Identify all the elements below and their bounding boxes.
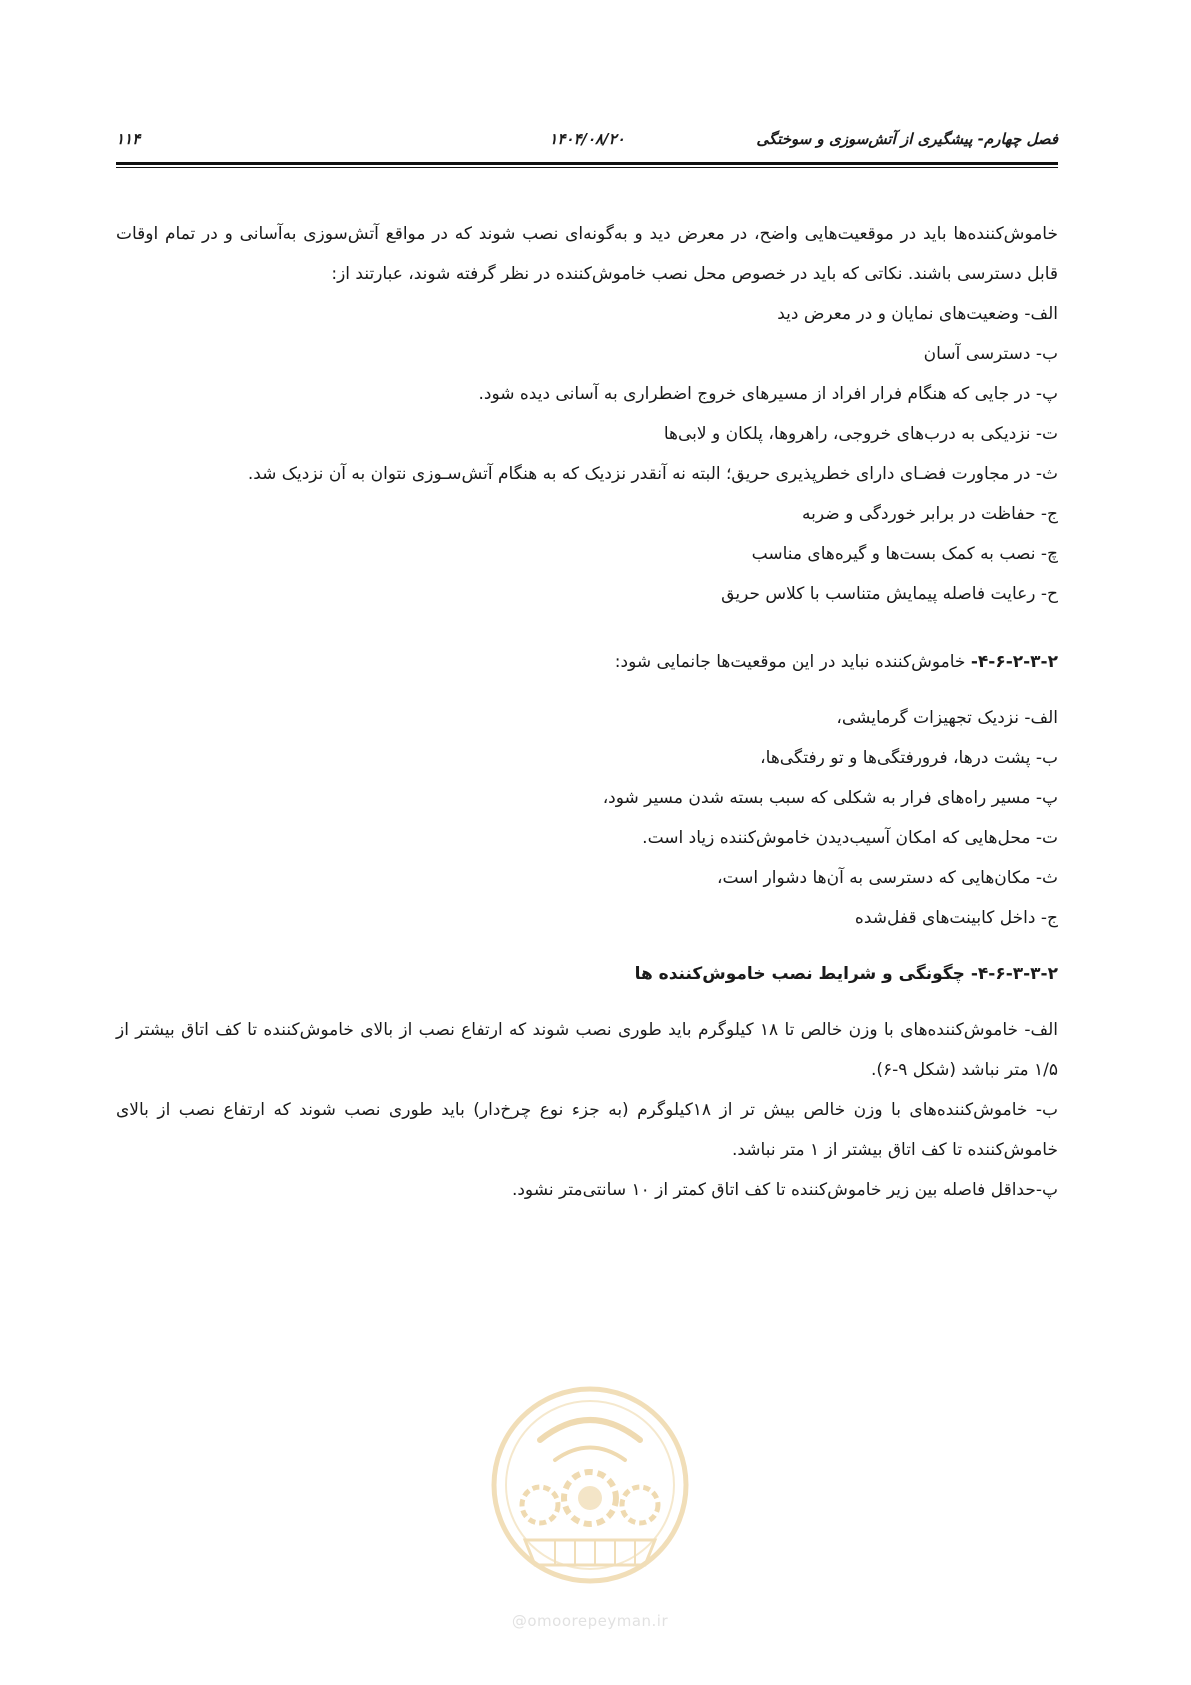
section-text: خاموش‌کننده نباید در این موقعیت‌ها جانمایی شود: [614, 652, 971, 672]
section-heading-installation [116, 954, 1058, 994]
list3-item-be: ب- خاموش‌کننده‌های با وزن خالص بیش تر از ۱۸کیلوگرم (به جزء نوع چرخ‌دار) باید طوری نصب شوند که ارتفاع نصب از بالای خاموش‌کننده تا کف اتاق بیشتر از ۱ متر نباشد. [116, 1100, 1058, 1160]
header-date: ۱۴۰۴/۰۸/۲۰ [549, 130, 625, 148]
list1-item-jim: ج- حفاظت در برابر خوردگی و ضربه [802, 504, 1058, 524]
list1-item-te: ت- نزدیکی به درب‌های خروجی، راهروها، پلکان و لابی‌ها [663, 424, 1058, 444]
section-number: ۴-۶-۳-۳-۲- [970, 964, 1058, 984]
section-heading-placement [116, 642, 1058, 682]
list1-item-alef: الف- وضعیت‌های نمایان و در معرض دید [777, 304, 1058, 324]
list2-item-se: ث- مکان‌هایی که دسترسی به آن‌ها دشوار است، [717, 868, 1058, 888]
chapter-title: فصل چهارم- پیشگیری از آتش‌سوزی و سوختگی [756, 130, 1058, 148]
section-number: ۴-۶-۲-۳-۲- [970, 652, 1058, 672]
list1-item-pe: پ- در جایی که هنگام فرار افراد از مسیرهای خروج اضطراری به آسانی دیده شود. [478, 384, 1058, 404]
watermark-site: @omoorepeyman.ir [511, 1612, 669, 1630]
list1-item-be: ب- دسترسی آسان [923, 344, 1058, 364]
list2-item-be: ب- پشت درها، فرورفتگی‌ها و تو رفتگی‌ها، [760, 748, 1058, 768]
list2-item-te: ت- محل‌هایی که امکان آسیب‌دیدن خاموش‌کننده زیاد است. [642, 828, 1058, 848]
list1-item-che: چ- نصب به کمک بست‌ها و گیره‌های مناسب [751, 544, 1058, 564]
watermark-logo [470, 1380, 710, 1630]
list1-item-se: ث- در مجاورت فضـای دارای خطرپذیری حریق؛ البته نه آنقدر نزدیک که به هنگام آتش‌سـوزی نتوان به آن نزدیک شد. [247, 464, 1058, 484]
list2-item-jim: ج- داخل کابینت‌های قفل‌شده [854, 908, 1058, 928]
watermark-seal-icon [470, 1380, 710, 1600]
body-text [116, 214, 1058, 1210]
section-title: چگونگی و شرایط نصب خاموش‌کننده ها [634, 964, 971, 984]
header-rule-thin [116, 167, 1058, 168]
intro-paragraph: خاموش‌کننده‌ها باید در موقعیت‌هایی واضح، در معرض دید و به‌گونه‌ای نصب شوند که در مواقع آتش‌سوزی به‌آسانی و در تمام اوقات قابل دسترسی باشند. نکاتی که باید در خصوص محل نصب خاموش‌کننده در نظر گرفته شوند، عبارتند از: [116, 224, 1058, 284]
list2-item-alef: الف- نزدیک تجهیزات گرمایشی، [836, 708, 1058, 728]
header-rule-thick [116, 162, 1058, 165]
list2-item-pe: پ- مسیر راه‌های فرار به شکلی که سبب بسته شدن مسیر شود، [602, 788, 1058, 808]
list1-item-he: ح- رعایت فاصله پیمایش متناسب با کلاس حریق [721, 584, 1058, 604]
page-number: ۱۱۴ [116, 130, 141, 148]
running-header [116, 130, 1058, 156]
list3-item-pe: پ-حداقل فاصله بین زیر خاموش‌کننده تا کف اتاق کمتر از ۱۰ سانتی‌متر نشود. [511, 1180, 1058, 1200]
list3-item-alef: الف- خاموش‌کننده‌های با وزن خالص تا ۱۸ کیلوگرم باید طوری نصب شوند که ارتفاع نصب از بالای خاموش‌کننده تا کف اتاق بیشتر از ۱/۵ متر نباشد (شکل ۹-۶). [116, 1020, 1058, 1080]
